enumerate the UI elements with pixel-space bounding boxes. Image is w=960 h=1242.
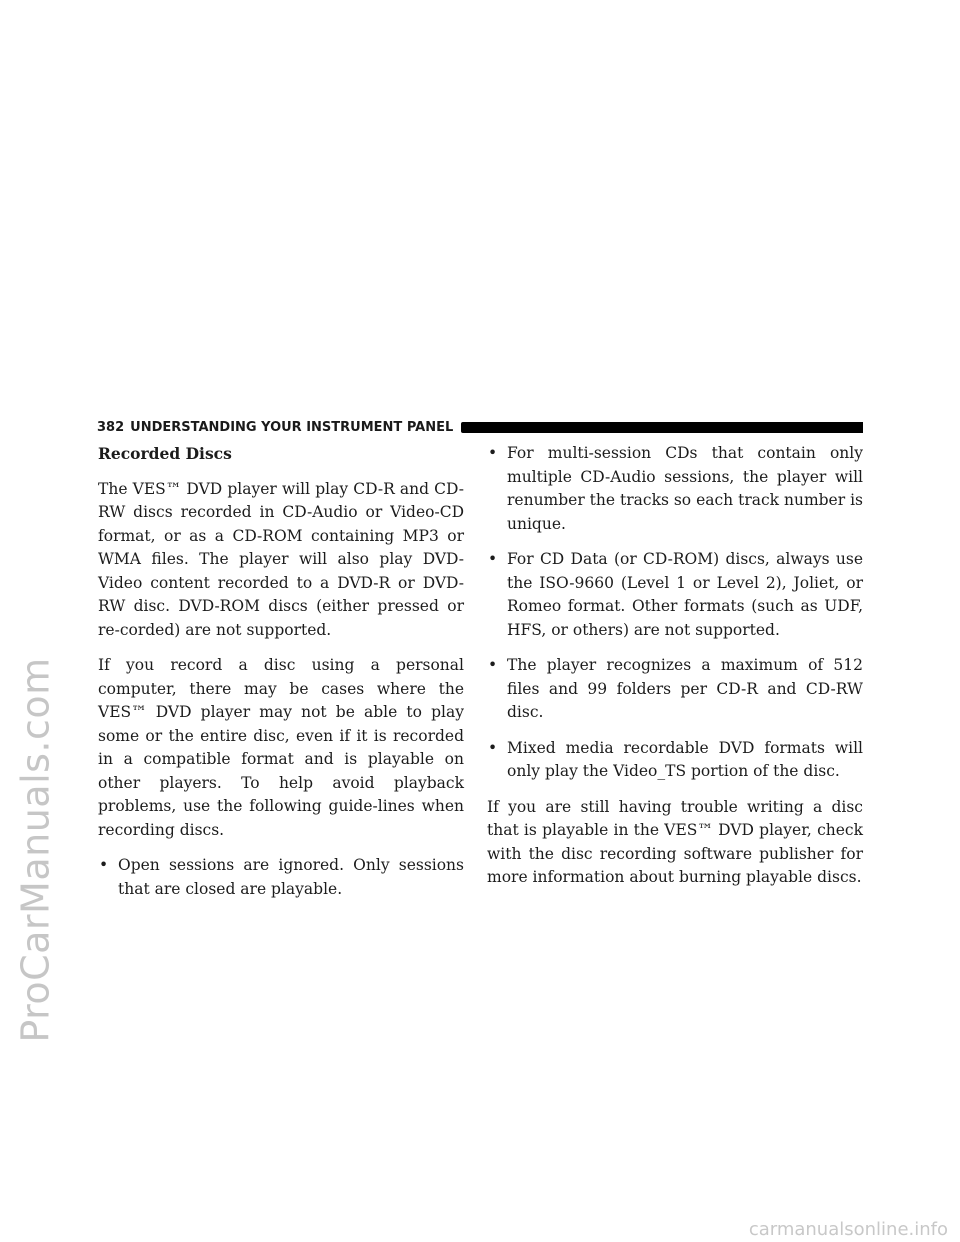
list-item-text: Mixed media recordable DVD formats will only play the Video_TS portion of the disc. <box>507 738 863 780</box>
bullet-icon: • <box>488 738 498 757</box>
procarmanuals-watermark-text: ProCarManuals.com <box>14 657 59 1043</box>
list-item-text: For multi-session CDs that contain only multiple CD-Audio sessions, the player will renumber the tracks so each track number is unique. <box>507 444 863 533</box>
list-item-text: Open sessions are ignored. Only sessions that are closed are playable. <box>118 856 464 898</box>
page-number: 382 <box>97 419 125 435</box>
guideline-list-left <box>98 854 464 901</box>
paragraph-supported-formats: The VES™ DVD player will play CD-R and CD-RW discs recorded in CD-Audio or Video-CD format, or as a CD-ROM containing MP3 or WMA files. The player will also play DVD-Video content recorded to a DVD-R or DVD-RW disc. DVD-ROM discs (either pressed or re-corded) are not supported. <box>98 479 464 639</box>
paragraph-troubleshooting: If you are still having trouble writing a disc that is playable in the VES™ DVD player, check with the disc recording software publisher for more information about burning playable discs. <box>487 797 863 886</box>
list-item <box>98 854 464 901</box>
carmanualsonline-watermark: carmanualsonline.info <box>748 1219 948 1240</box>
guideline-list-right <box>487 442 863 784</box>
list-item-text: The player recognizes a maximum of 512 files and 99 folders per CD-R and CD-RW disc. <box>507 656 863 721</box>
list-item <box>487 442 863 536</box>
left-column <box>98 442 464 913</box>
bullet-icon: • <box>488 656 498 674</box>
section-title: UNDERSTANDING YOUR INSTRUMENT PANEL <box>130 419 454 435</box>
bullet-icon: • <box>99 856 109 874</box>
list-item <box>487 548 863 642</box>
header-rule <box>461 422 863 433</box>
section-heading: Recorded Discs <box>98 444 232 463</box>
list-item <box>487 654 863 725</box>
right-column <box>487 442 863 902</box>
list-item <box>487 737 863 784</box>
procarmanuals-watermark <box>6 500 66 1200</box>
bullet-icon: • <box>488 550 498 568</box>
list-item-text: For CD Data (or CD-ROM) discs, always use the ISO-9660 (Level 1 or Level 2), Joliet, or Romeo format. Other formats (such as UDF, HFS, or others) are not supported. <box>507 550 863 639</box>
bullet-icon: • <box>488 444 498 462</box>
paragraph-recording-guidelines: If you record a disc using a personal computer, there may be cases where the VES™ DVD player may not be able to play some or the entire disc, even if it is recorded in a compatible format and is playable on other players. To help avoid playback problems, use the following guide-lines when recording discs. <box>98 656 464 839</box>
page-header <box>97 418 863 436</box>
